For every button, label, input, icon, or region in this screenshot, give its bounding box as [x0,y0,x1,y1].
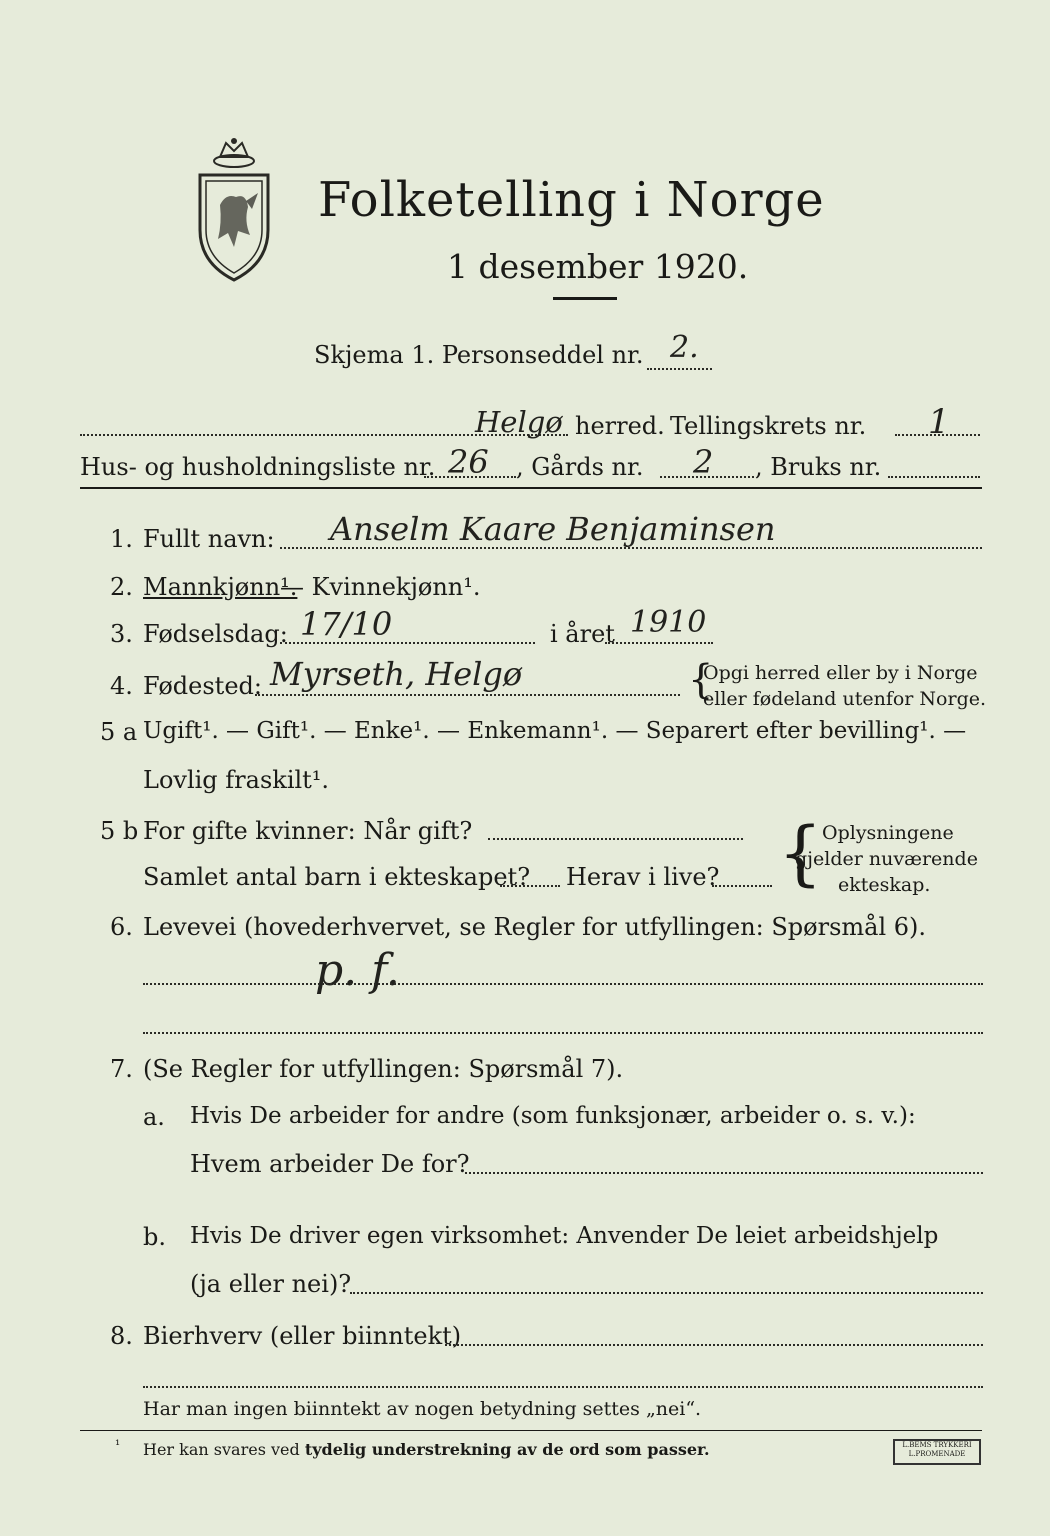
q2-kvinnekjonn: — Kvinnekjønn¹. [280,573,481,601]
q3-number: 3. [110,620,133,648]
q7-label: (Se Regler for utfyllingen: Spørsmål 7). [143,1055,624,1083]
personseddel-line [647,368,712,370]
gards-value: 2 [693,443,714,481]
q5b-live-label: Herav i live? [566,863,720,891]
q7a-line-1: Hvis De arbeider for andre (som funksjonær, arbeider o. s. v.): [190,1103,916,1129]
q5b-barn-line [500,885,560,887]
q7a-line [465,1172,983,1174]
q5b-line-1: For gifte kvinner: Når gift? [143,817,473,845]
q6-label: Levevei (hovederhvervet, se Regler for utfyllingen: Spørsmål 6). [143,913,927,941]
q8-note: Har man ingen biinntekt av nogen betydning settes „nei“. [143,1398,702,1420]
full-name-value: Anselm Kaare Benjaminsen [330,510,776,548]
footnote-bold: tydelig understrekning av de ord som passer. [304,1440,710,1459]
q5b-brace: { [778,812,823,894]
bruks-label: , Bruks nr. [755,453,882,481]
q5b-gift-line [488,838,743,840]
q8-label: Bierhverv (eller biinntekt) [143,1322,462,1350]
q6-number: 6. [110,913,133,941]
birthday-value: 17/10 [300,605,393,643]
q1-label: Fullt navn: [143,525,275,553]
q7b-letter: b. [143,1223,166,1251]
footnote [143,1440,710,1459]
q4-note-2: eller fødeland utenfor Norge. [703,688,987,710]
census-date: 1 desember 1920. [447,247,749,286]
tellingskrets-value: 1 [928,402,950,442]
q7b-line [350,1292,983,1294]
tellingskrets-label: Tellingskrets nr. [670,412,867,440]
skjema-label: Skjema 1. Personseddel nr. [314,341,644,369]
q1-number: 1. [110,525,133,553]
herred-label: herred. [575,412,665,440]
q5a-line-2: Lovlig fraskilt¹. [143,766,330,794]
q7a-line-2: Hvem arbeider De for? [190,1150,470,1178]
q2-number: 2. [110,573,133,601]
form-title: Folketelling i Norge [318,172,825,228]
q5b-note-2: gjelder nuværende [795,848,978,870]
q5a-number: 5 a [100,718,138,746]
q4-line [255,694,680,696]
birthplace-value: Myrseth, Helgø [270,655,523,693]
q8-line-2 [143,1386,983,1388]
q7b-line-2: (ja eller nei)? [190,1270,352,1298]
q3-year-line [605,642,713,644]
q3-label: Fødselsdag: [143,620,288,648]
birth-year-value: 1910 [630,605,707,640]
q5b-note-3: ekteskap. [838,874,931,896]
header-rule [80,487,982,489]
herred-value: Helgø [475,405,563,439]
footnote-text: Her kan svares ved [143,1440,305,1459]
occupation-value: p. f. [315,945,400,996]
q8-number: 8. [110,1322,133,1350]
printer-stamp: L.BEMS TRYKKERI L.PROMENADE [893,1439,981,1465]
footer-rule [80,1430,982,1431]
q3-year-label: i året [550,620,615,648]
q6-line-2 [143,1032,983,1034]
q4-brace: { [688,657,714,703]
q4-number: 4. [110,672,133,700]
q6-line-1 [143,983,983,985]
footnote-mark: ¹ [115,1438,121,1453]
q7a-letter: a. [143,1103,165,1131]
q5b-number: 5 b [100,817,139,845]
q7-number: 7. [110,1055,133,1083]
hus-value: 26 [448,443,489,481]
personseddel-value: 2. [670,330,699,365]
norwegian-coat-of-arms-icon [190,135,278,285]
q4-label: Fødested: [143,672,262,700]
q4-note-1: Opgi herred eller by i Norge [703,662,978,684]
q5b-barn-label: Samlet antal barn i ekteskapet? [143,863,531,891]
q2-mannkjonn: Mannkjønn¹. [143,573,298,601]
gards-label: , Gårds nr. [516,453,644,481]
bruks-line [888,476,980,478]
q7b-line-1: Hvis De driver egen virksomhet: Anvender De leiet arbeidshjelp [190,1223,939,1249]
q8-line-1 [445,1344,983,1346]
q5b-note-1: Oplysningene [822,822,954,844]
title-divider [553,297,617,300]
hus-label: Hus- og husholdningsliste nr. [80,453,436,481]
q5a-line-1: Ugift¹. — Gift¹. — Enke¹. — Enkemann¹. — Separert efter bevilling¹. — [143,718,967,744]
q5b-live-line [712,885,772,887]
